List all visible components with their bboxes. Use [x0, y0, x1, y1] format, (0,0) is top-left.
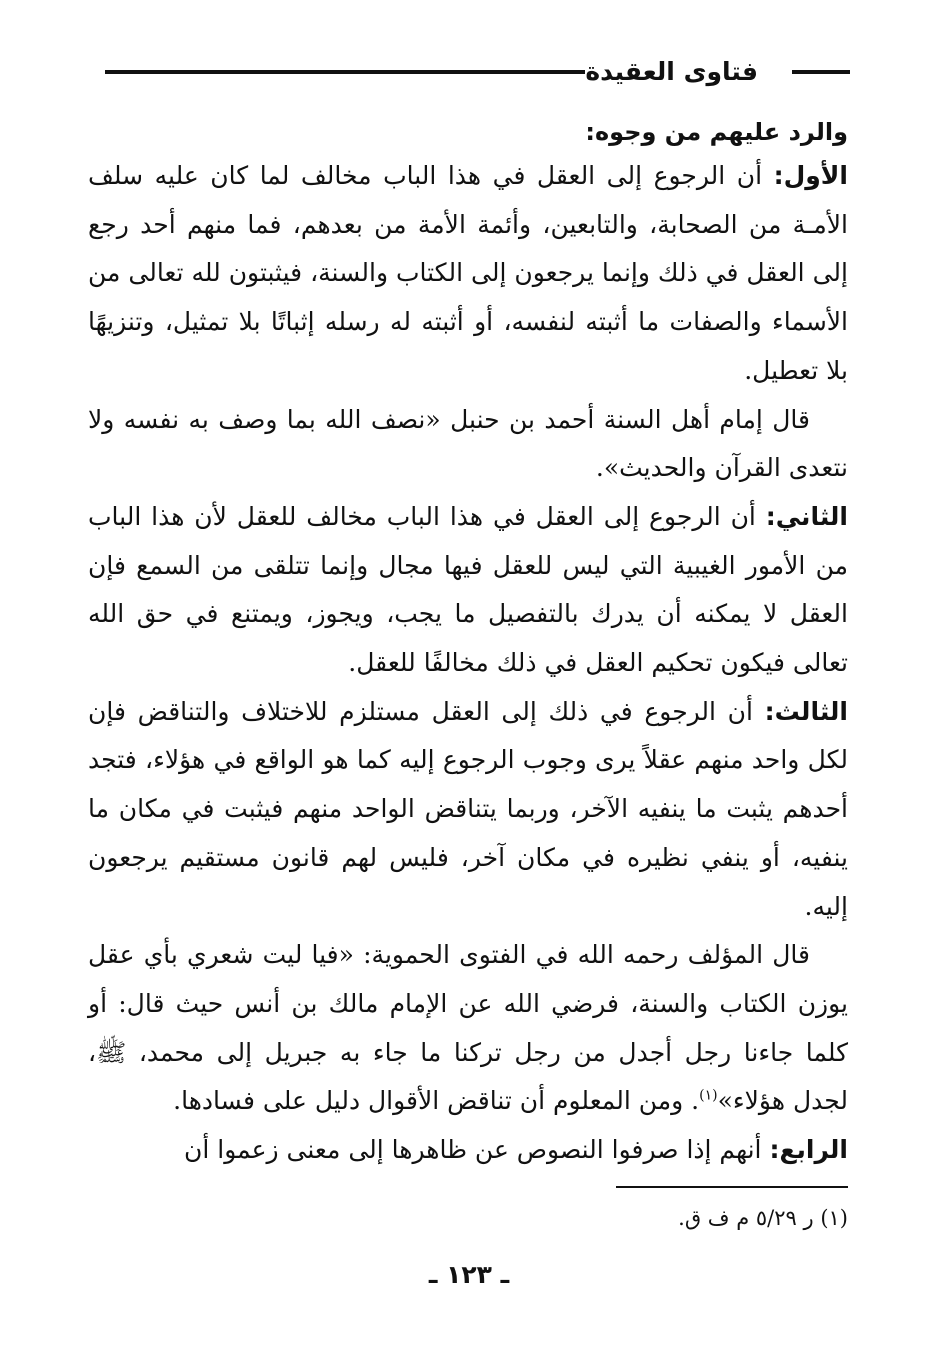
paragraph-text: أنهم إذا صرفوا النصوص عن ظاهرها إلى معنى زعموا أن: [184, 1135, 770, 1165]
running-title: فتاوى العقيدة: [585, 57, 758, 86]
footnote-divider: [616, 1186, 848, 1188]
paragraph-text: قال إمام أهل السنة أحمد بن حنبل «نصف الله بما وصف به نفسه ولا نتعدى القرآن والحديث».: [88, 404, 848, 483]
paragraph-lead: الأول:: [773, 161, 848, 190]
paragraph-text-tail: . ومن المعلوم أن تناقض الأقوال دليل على فسادها.: [173, 1086, 700, 1116]
body-text: [88, 152, 848, 1175]
paragraph-third: [88, 688, 848, 932]
paragraph-text: أن الرجوع إلى العقل في هذا الباب مخالف للعقل لأن هذا الباب من الأمور الغيبية التي ليس للعقل فيها مجال وإنما تتلقى من السمع فإن العقل لا يمكنه أن يدرك بالتفصيل ما يجب، ويجوز، ويمتنع في حق الله تعالى فيكون تحكيم العقل في ذلك مخالفًا للعقل.: [88, 501, 848, 678]
footnote-reference[interactable]: (١): [699, 1088, 718, 1105]
paragraph-first: [88, 152, 848, 396]
section-heading: والرد عليهم من وجوه:: [585, 118, 848, 146]
paragraph-text: قال المؤلف رحمه الله في الفتوى الحموية: «فيا ليت شعري بأي عقل يوزن الكتاب والسنة، فرضي الله عن الإمام مالك بن أنس حيث قال: أو كلما جاءنا رجل أجدل من رجل تركنا ما جاء به جبريل إلى محمد، ﷺ، لجدل هؤلاء»: [88, 940, 848, 1116]
page-number: ـ ١٢٣ ـ: [428, 1260, 510, 1289]
paragraph-fourth: [88, 1126, 848, 1175]
paragraph-lead: الثاني:: [765, 501, 848, 531]
footnote: (١) ر ٥/٢٩ م ف ق.: [678, 1206, 848, 1230]
paragraph-quote-ahmad: [88, 396, 848, 493]
header-rule-short: [792, 70, 850, 74]
paragraph-lead: الرابع:: [769, 1135, 848, 1165]
header-rule-long: [105, 70, 585, 74]
paragraph-lead: الثالث:: [764, 696, 848, 726]
paragraph-text: أن الرجوع إلى العقل في هذا الباب مخالف لما كان عليه سلف الأمـة من الصحابة، والتابعين، وأئمة الأمة من بعدهم، فما منهم أحد رجع إلى العقل في ذلك وإنما يرجعون إلى الكتاب والسنة، فيثبتون لله تعالى من الأسماء والصفات ما أثبته لنفسه، أو أثبته له رسله إثباتًا بلا تمثيل، وتنزيهًا بلا تعطيل.: [88, 161, 848, 385]
paragraph-second: [88, 493, 848, 688]
paragraph-text: أن الرجوع في ذلك إلى العقل مستلزم للاختلاف والتناقض فإن لكل واحد منهم عقلاً يرى وجوب الرجوع إليه كما هو الواقع في هؤلاء، فتجد أحدهم يثبت ما ينفيه الآخر، وربما يتناقض الواحد منهم فيثبت في مكان ما ينفيه، أو ينفي نظيره في مكان آخر، فليس لهم قانون مستقيم يرجعون إليه.: [88, 696, 848, 921]
running-header: [105, 55, 850, 95]
paragraph-quote-author: [88, 931, 848, 1126]
